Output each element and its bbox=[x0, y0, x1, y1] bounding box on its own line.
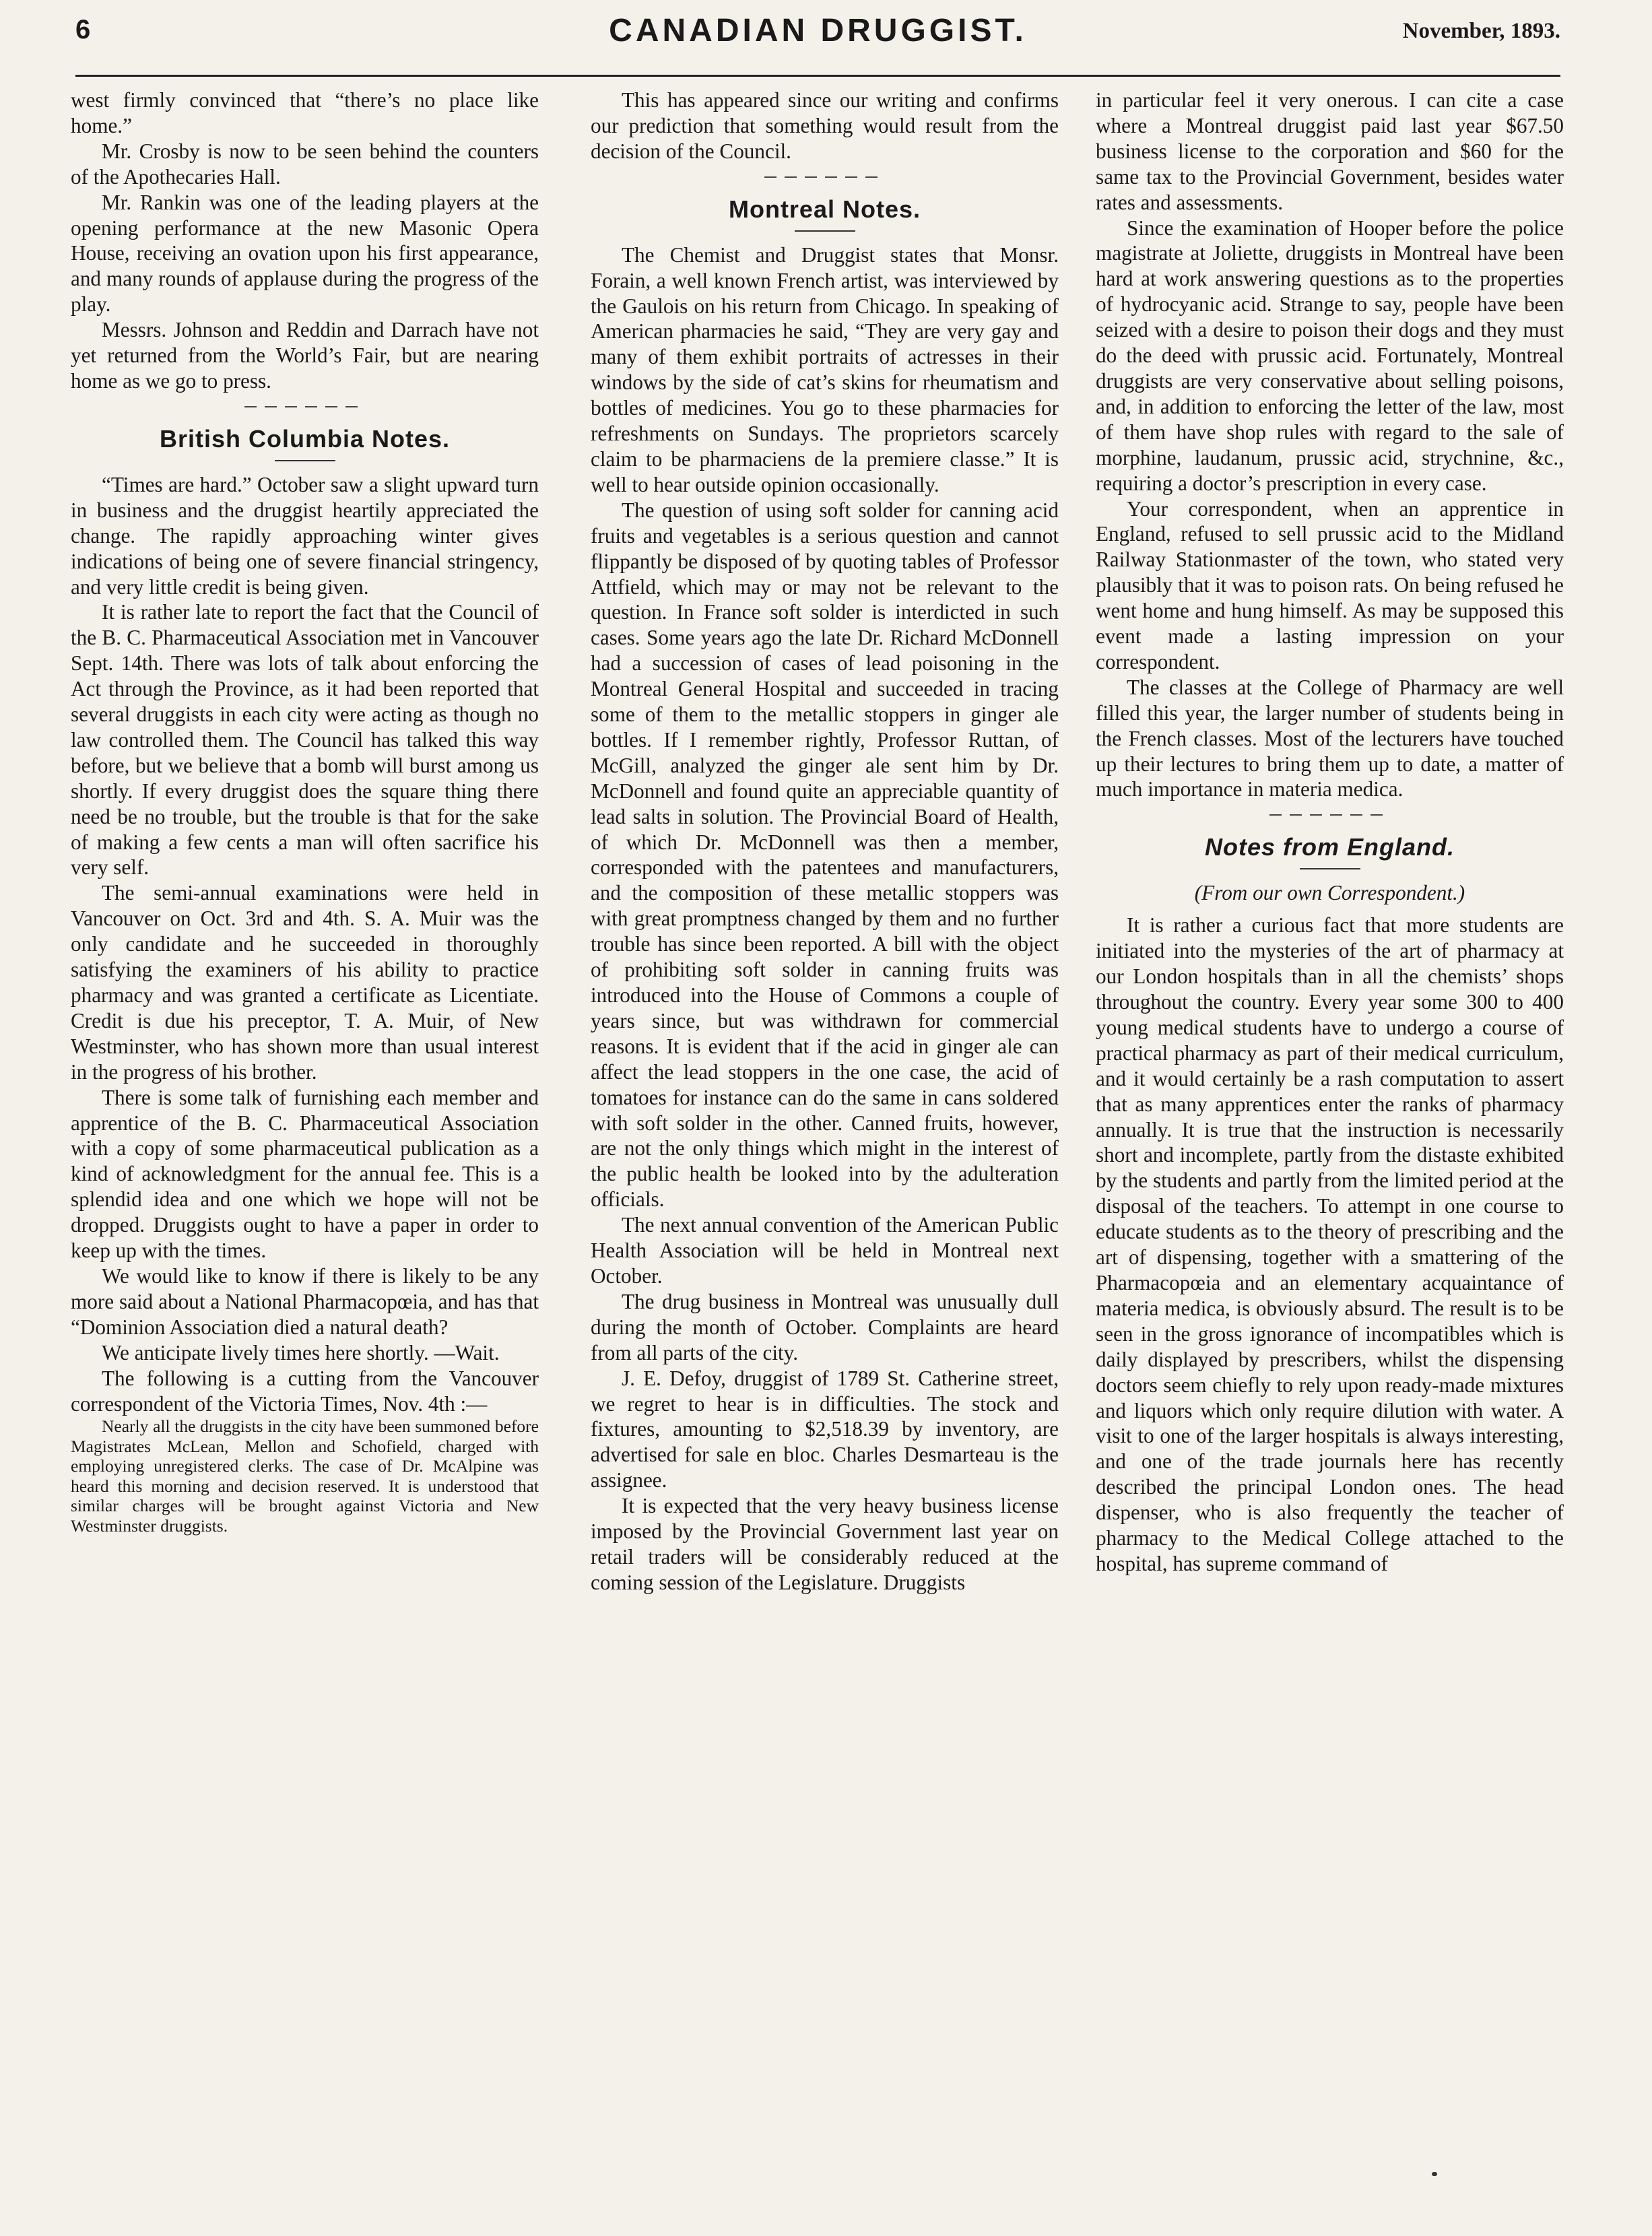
paragraph: J. E. Defoy, druggist of 1789 St. Catherine street, we regret to hear is in difficulties. The stock and fixtures, amounting to $2,518.39 by inventory, are advertised for sale en bloc. Charles Desmarteau is the assignee. bbox=[591, 1366, 1059, 1492]
paragraph: Mr. Crosby is now to be seen behind the counters of the Apothecaries Hall. bbox=[71, 139, 539, 189]
page-header bbox=[75, 0, 1560, 94]
paragraph: The Chemist and Druggist states that Monsr. Forain, a well known French artist, was interviewed by the Gaulois on his return from Chicago. In speaking of American pharmacies he said, “They are very gay and many of them exhibit portraits of actresses in their windows by the side of cat’s skins for rheumatism and bottles of medicines. You go to these pharmacies for refreshments on Sundays. The proprietors scarcely claim to be pharmaciens de la premiere classe.” It is well to hear outside opinion occasionally. bbox=[591, 242, 1059, 496]
paragraph: It is rather a curious fact that more students are initiated into the mysteries of the art of pharmacy at our London hospitals than in all the chemists’ shops throughout the country. Every year some 300 to 400 young medical students have to undergo a course of practical pharmacy as part of their medical curriculum, and it would certainly be a rash computation to assert that as many apprentices enter the ranks of pharmacy annually. It is true that the instruction is necessarily short and incomplete, partly from the distaste exhibited by the students and partly from the limited period at the disposal of the teachers. To attempt in one course to educate students as to the theory of prescribing and the art of dispensing, together with a smattering of the Pharmacopœia and an elementary acquaintance of materia medica, is obviously absurd. The result is to be seen in the gross ignorance of incompatibles which is daily displayed by prescribers, whilst the dispensing doctors seem chiefly to rely upon ready-made mixtures and liquors which only require dilution with water. A visit to one of the larger hospitals is always interesting, and one of the trade journals here has recently described the principal London ones. The head dispenser, who is also frequently the teacher of pharmacy to the Medical College attached to the hospital, has supreme command of bbox=[1096, 913, 1564, 1575]
issue-date: November, 1893. bbox=[1402, 19, 1560, 43]
paragraph: The classes at the College of Pharmacy are well filled this year, the larger number of students being in the French classes. Most of the lecturers have touched up their lectures to bring them up to date, a matter of much importance in materia medica. bbox=[1096, 675, 1564, 801]
paragraph: The semi-annual examinations were held in Vancouver on Oct. 3rd and 4th. S. A. Muir was the only candidate and he succeeded in thoroughly satisfying the examiners of his ability to practice pharmacy and was granted a certificate as Licentiate. Credit is due his preceptor, T. A. Muir, of New Westminster, who has shown more than usual interest in the progress of his brother. bbox=[71, 881, 539, 1084]
heading-rule bbox=[795, 230, 855, 232]
header-rule bbox=[75, 75, 1560, 77]
section-heading-england: Notes from England. bbox=[1204, 833, 1455, 861]
section-heading-british-columbia: British Columbia Notes. bbox=[159, 424, 451, 453]
paragraph: It is rather late to report the fact that the Council of the B. C. Pharmaceutical Association met in Vancouver Sept. 14th. There was lots of talk about enforcing the Act through the Province, as it had been reported that several druggists in each city were acting as though no law controlled them. The Council has talked this way before, but we believe that a bomb will burst among us shortly. If every druggist does the square thing there need be no trouble, but the trouble is that for the sake of making a few cents a man will often sacrifice his very self. bbox=[71, 600, 539, 880]
byline: (From our own Correspondent.) bbox=[1194, 881, 1465, 905]
publication-title: CANADIAN DRUGGIST. bbox=[609, 13, 1027, 48]
page-number: 6 bbox=[75, 15, 91, 44]
quoted-cutting: Nearly all the druggists in the city have been summoned before Magistrates McLean, Mellon and Schofield, charged with employing unregistered clerks. The case of Dr. McAlpine was heard this morning and decision reserved. It is understood that similar charges will be brought against Victoria and New Westminster druggists. bbox=[71, 1416, 539, 1536]
paragraph: Messrs. Johnson and Reddin and Darrach have not yet returned from the World’s Fair, but are nearing home as we go to press. bbox=[71, 318, 539, 393]
heading-rule bbox=[1300, 868, 1360, 869]
section-divider bbox=[244, 406, 366, 407]
column-1 bbox=[71, 88, 539, 1536]
paragraph: The drug business in Montreal was unusually dull during the month of October. Complaints are heard from all parts of the city. bbox=[591, 1289, 1059, 1364]
paragraph: It is expected that the very heavy business license imposed by the Provincial Government last year on retail traders will be considerably reduced at the coming session of the Legislature. Druggists bbox=[591, 1494, 1059, 1594]
paragraph: Since the examination of Hooper before the police magistrate at Joliette, druggists in Montreal have been hard at work answering questions as to the properties of hydrocyanic acid. Strange to say, people have been seized with a desire to poison their dogs and they must do the deed with prussic acid. Fortunately, Montreal druggists are very conservative about selling poisons, and, in addition to enforcing the letter of the law, most of them have shop rules with regard to the sale of morphine, laudanum, prussic acid, strychnine, &c., requiring a doctor’s prescription in every case. bbox=[1096, 216, 1564, 495]
paragraph: We anticipate lively times here shortly. —Wait. bbox=[102, 1340, 500, 1364]
ink-speck bbox=[1432, 2172, 1437, 2176]
paragraph: Mr. Rankin was one of the leading players at the opening performance at the new Masonic Opera House, receiving an ovation upon his first appearance, and many rounds of applause during the progress of the play. bbox=[71, 190, 539, 317]
section-heading-montreal: Montreal Notes. bbox=[728, 195, 921, 223]
paragraph: in particular feel it very onerous. I can cite a case where a Montreal druggist paid last year $67.50 business license to the corporation and $60 for the same tax to the Provincial Government, besides water rates and assessments. bbox=[1096, 88, 1564, 214]
section-divider bbox=[764, 176, 886, 178]
column-2 bbox=[591, 88, 1059, 1596]
heading-rule bbox=[275, 460, 335, 461]
paragraph: This has appeared since our writing and confirms our prediction that something would result from the decision of the Council. bbox=[591, 88, 1059, 163]
paragraph: The next annual convention of the American Public Health Association will be held in Montreal next October. bbox=[591, 1213, 1059, 1288]
paragraph: There is some talk of furnishing each member and apprentice of the B. C. Pharmaceutical Association with a copy of some pharmaceutical publication as a kind of acknowledgment for the annual fee. This is a splendid idea and one which we hope will not be dropped. Druggists ought to have a paper in order to keep up with the times. bbox=[71, 1085, 539, 1263]
paragraph: Your correspondent, when an apprentice in England, refused to sell prussic acid to the Midland Railway Stationmaster of the town, who stated very plausibly that it was to poison rats. On being refused he went home and hung himself. As may be supposed this event made a lasting impression on your correspondent. bbox=[1096, 496, 1564, 673]
paragraph: “Times are hard.” October saw a slight upward turn in business and the druggist heartily appreciated the change. The rapidly approaching winter gives indications of being one of severe financial stringency, and very little credit is being given. bbox=[71, 472, 539, 599]
paragraph: west firmly convinced that “there’s no place like home.” bbox=[71, 88, 539, 137]
section-divider bbox=[1269, 814, 1391, 816]
paragraph: The following is a cutting from the Vancouver correspondent of the Victoria Times, Nov. 4th :— bbox=[71, 1366, 539, 1416]
column-3 bbox=[1096, 88, 1564, 1577]
paragraph: The question of using soft solder for canning acid fruits and vegetables is a serious question and cannot flippantly be disposed of by quoting tables of Professor Attfield, which may or may not be relevant to the question. In France soft solder is interdicted in such cases. Some years ago the late Dr. Richard McDonnell had a succession of cases of lead poisoning in the Montreal General Hospital and succeeded in tracing some of them to the metallic stoppers in ginger ale bottles. If I remember rightly, Professor Ruttan, of McGill, analyzed the ginger ale sent him by Dr. McDonnell and found quite an appreciable quantity of lead salts in solution. The Provincial Board of Health, of which Dr. McDonnell was then a member, corresponded with the patentees and manufacturers, and the composition of these metallic stoppers was with great promptness changed by them and no further trouble has since been reported. A bill with the object of prohibiting soft solder in canning fruits was introduced into the House of Commons a couple of years since, but was withdrawn for commercial reasons. It is evident that if the acid in ginger ale can affect the lead stoppers in the one case, the acid of tomatoes for instance can do the same in cans soldered with soft solder in the other. Canned fruits, however, are not the only things which might in the interest of the public health be looked into by the adulteration officials. bbox=[591, 498, 1059, 1212]
paragraph: We would like to know if there is likely to be any more said about a National Pharmacopœia, and has that “Dominion Association died a natural death? bbox=[71, 1263, 539, 1339]
